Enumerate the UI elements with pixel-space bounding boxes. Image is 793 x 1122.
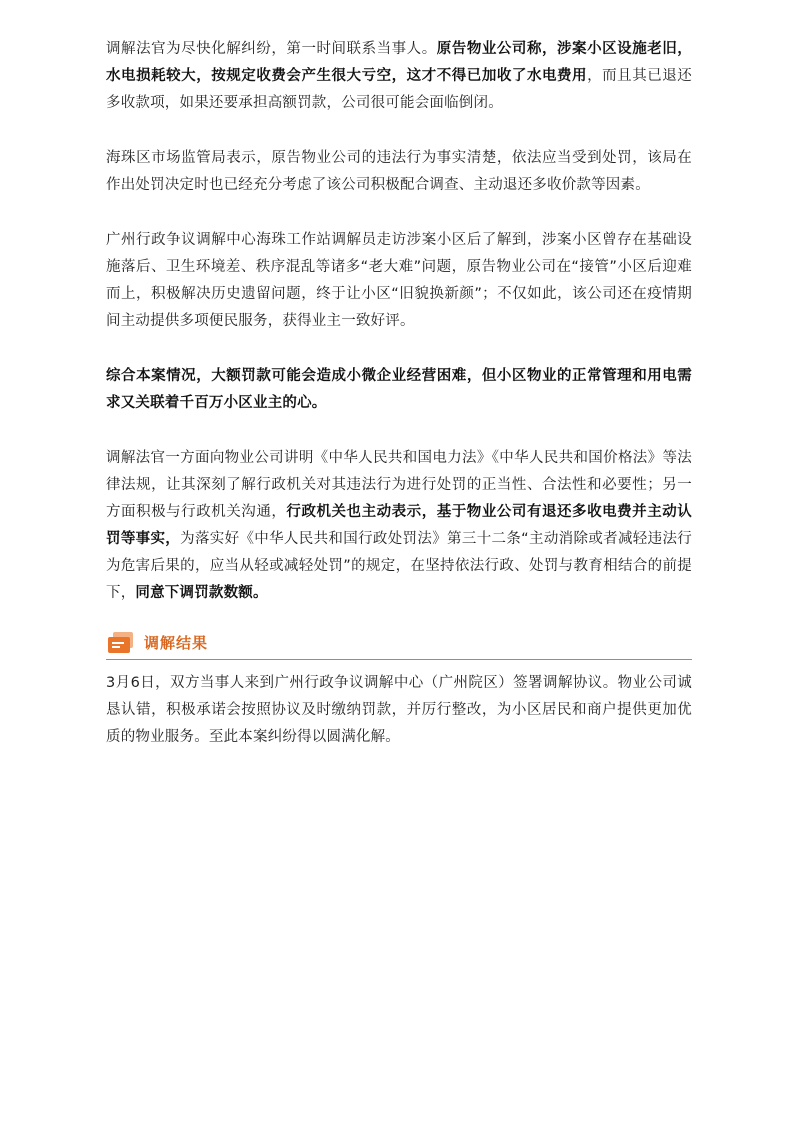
section-title: 调解结果 [144,634,209,652]
paragraph-result: 3月6日，双方当事人来到广州行政争议调解中心（广州院区）签署调解协议。物业公司诚恳认错，积极承诺会按照协议及时缴纳罚款，并厉行整改，为小区居民和商户提供更加优质的物业服务。至此本案纠纷得以圆满化解。 [106,675,692,745]
paragraph-case-summary: 综合本案情况，大额罚款可能会造成小微企业经营困难，但小区物业的正常管理和用电需求又关联着千百万小区业主的心。 [106,368,692,411]
paragraph-bold-text: 同意下调罚款数额。 [135,585,268,601]
article-body [106,36,692,751]
paragraph-bold-text: 行政机关也主动表示，基于物业公司有退还多收电费并主动认罚等事实， [106,504,692,547]
document-icon [106,631,136,655]
paragraph-mediation-contact [106,36,692,117]
paragraph-text: 为落实好《中华人民共和国行政处罚法》第三十二条“主动消除或者减轻违法行为危害后果的，应当从轻或减轻处罚”的规定，在坚持依法行政、处罚与教育相结合的前提下， [106,531,692,601]
paragraph-mediation-process [106,445,692,607]
section-header-result [106,629,692,660]
paragraph-bold-text: 原告物业公司称，涉案小区设施老旧，水电损耗较大，按规定收费会产生很大亏空，这才不得已加收了水电费用 [106,41,692,84]
paragraph-site-visit: 广州行政争议调解中心海珠工作站调解员走访涉案小区后了解到，涉案小区曾存在基础设施落后、卫生环境差、秩序混乱等诸多“老大难”问题，原告物业公司在“接管”小区后迎难而上，积极解决历史遗留问题，终于让小区“旧貌换新颜”；不仅如此，该公司还在疫情期间主动提供多项便民服务，获得业主一致好评。 [106,232,692,329]
paragraph-text: 调解法官为尽快化解纠纷，第一时间联系当事人。 [106,41,437,57]
paragraph-market-regulator: 海珠区市场监管局表示，原告物业公司的违法行为事实清楚，依法应当受到处罚，该局在作出处罚决定时也已经充分考虑了该公司积极配合调查、主动退还多收价款等因素。 [106,150,692,193]
paragraph-text: 调解法官一方面向物业公司讲明《中华人民共和国电力法》《中华人民共和国价格法》等法律法规，让其深刻了解行政机关对其违法行为进行处罚的正当性、合法性和必要性；另一方面积极与行政机关沟通， [106,450,692,520]
paragraph-text: ，而且其已退还多收款项，如果还要承担高额罚款，公司很可能会面临倒闭。 [106,68,692,111]
